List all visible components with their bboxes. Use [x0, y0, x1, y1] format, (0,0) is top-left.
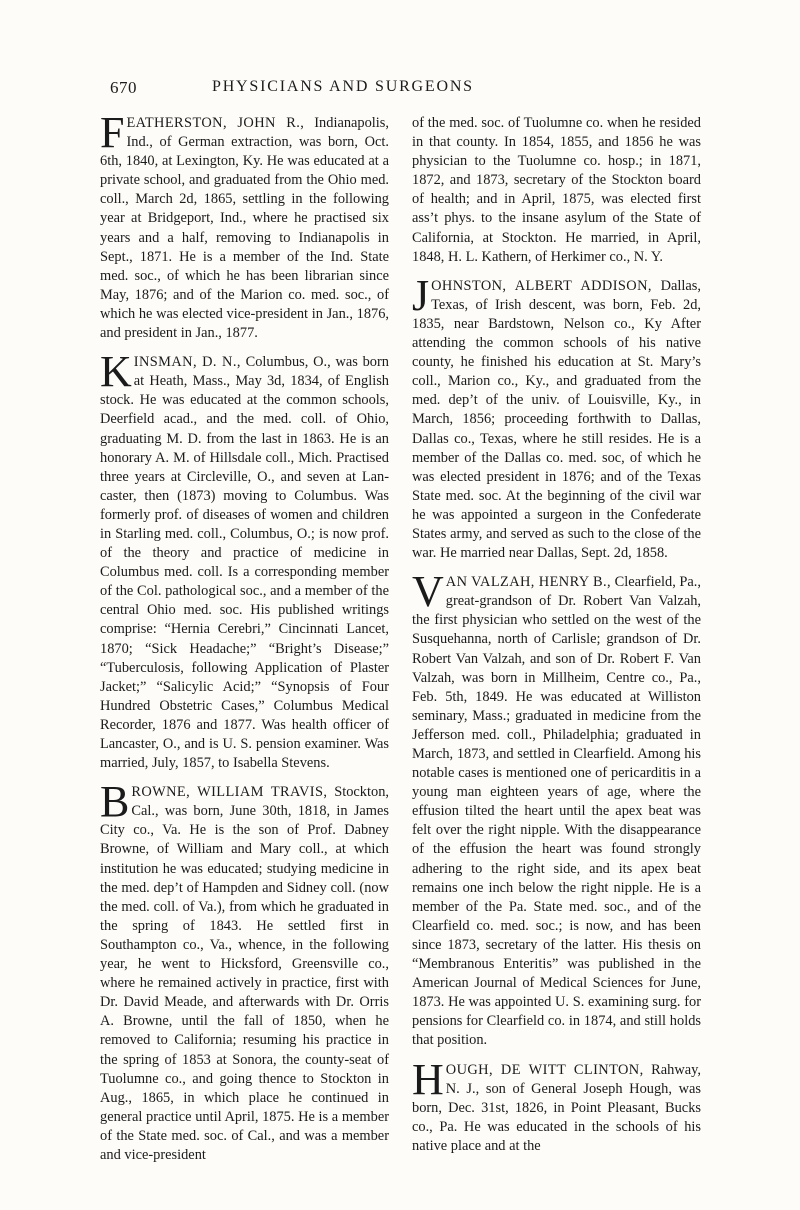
page-header	[110, 78, 580, 104]
entry-johnston	[412, 270, 701, 563]
entry-van-valzah	[412, 567, 701, 1050]
entry-name: ROWNE, WILLIAM TRAVIS,	[131, 784, 328, 801]
entry-name: OHNSTON, ALBERT ADDISON,	[431, 277, 652, 294]
entry-name: AN VALZAH, HENRY B.,	[445, 574, 612, 591]
left-column	[100, 108, 389, 1175]
drop-cap: H	[412, 1054, 444, 1104]
entry-kinsman	[100, 347, 389, 773]
entry-continuation	[412, 114, 701, 267]
entry-paragraph	[100, 777, 389, 1165]
drop-cap: F	[100, 108, 125, 157]
entry-name: EATHERSTON, JOHN R.,	[126, 115, 305, 131]
entry-paragraph	[412, 270, 701, 563]
entry-text: Dallas, Texas, of Irish descent, was born, Feb. 2d, 1835, near Bardstown, Nelson co., Ky After attending the common schools of his native county, he finished his education at St. Mary’s coll., Marion co., Ky., and graduated from the med. dep’t of the univ. of Louisville, Ky., in March, 1856; proceeding forthwith to Dallas, Dallas co., Texas, where he still resides. He is a member of the Dallas co. med. soc, of which he was elected president in 1876; and of the Texas State med. soc. At the beginning of the civil war he was appointed a surgeon in the Confederate States army, and served as such to the close of the war. He married near Dallas, Sept. 2d, 1858.	[412, 277, 701, 562]
right-column	[412, 114, 701, 1166]
entry-text: Stockton, Cal., was born, June 30th, 1818, in James City co., Va. He is the son of Prof. Dabney Browne, of William and Mary coll., at which institution he was educated; studying medicine in the med. dep’t of Hampden and Sidney coll. (now the med. coll. of Va.), from which he graduated in the spring of 1843. He settled first in Southampton co., Va., whence, in the following year, he went to Hicksford, Greensville co., where he remained actively in practice, first with Dr. David Meade, and afterwards with Dr. Orris A. Browne, until the fall of 1850, when he removed to California; resuming his practice in the spring of 1853 at Sonora, the county-seat of Tuolumne co., and going thence to Stockton in Aug., 1865, in which place he continued in general practice until April, 1875. He is a member of the State med. soc. of Cal., and was a member and vice-president	[100, 784, 389, 1163]
entry-featherston	[100, 108, 389, 343]
entry-paragraph	[100, 347, 389, 773]
drop-cap: V	[412, 567, 444, 617]
entry-text: Indianapolis, Ind., of German extraction, was born, Oct. 6th, 1840, at Lexington, Ky. He was educated at a private school, and graduated from the Ohio med. coll., March 2d, 1865, settling in the following year at Bridgeport, Ind., where he practised six years and a half, removing to Indianapolis in Sept., 1871. He is a member of the Ind. State med. soc., of which he has been librarian since May, 1876; and of the Marion co. med. soc., of which he was elected vice-president in Jan., 1876, and president in Jan., 1877.	[100, 115, 389, 342]
drop-cap: J	[412, 270, 430, 320]
entry-paragraph	[412, 567, 701, 1050]
continuation-text: of the med. soc. of Tuolumne co. when he resided in that county. In 1854, 1855, and 1856 he was physician to the Tuolumne co. hosp.; in 1871, 1872, and 1873, secretary of the Stockton board of health; and in April, 1875, was elected first ass’t phys. to the insane asylum of the State of California, at Stockton. He married, in April, 1848, H. L. Kathern, of Herkimer co., N. Y.	[412, 115, 701, 265]
entry-text: Rahway, N. J., son of General Joseph Hough, was born, Dec. 31st, 1826, in Point Pleasant, Bucks co., Pa. He was educated in the schools of his native place and at the	[412, 1061, 701, 1154]
drop-cap: B	[100, 777, 130, 827]
entry-paragraph	[412, 1054, 701, 1156]
entry-text: Columbus, O., was born at Heath, Mass., May 3d, 1834, of English stock. He was educated at the common schools, Deerfield acad., and the med. coll. of Ohio, graduating M. D. from the last in 1863. He is an honorary A. M. of Hillsdale coll., Mich. Practised three years at Circleville, O., and seven at Lancaster, then (1873) moving to Columbus. Was formerly prof. of diseases of women and children in Starling med. coll., Columbus, O.; is now prof. of the theory and practice of medicine in Columbus med. coll. Is a corresponding member of the Col. pathological soc., and a member of the central Ohio med. soc. His published writings comprise: “Hernia Cerebri,” Cincinnati Lancet, 1870; “Sick Headache;” “Bright’s Disease;” “Tuberculosis, following Application of Plaster Jacket;” “Salicylic Acid;” “Synopsis of Four Hundred Obstetric Cases,” Columbus Medical Recorder, 1876 and 1877. Was health officer of Lancaster, O., and is U. S. pension examiner. Was married, July, 1857, to Isabella Stevens.	[100, 354, 389, 772]
running-head: PHYSICIANS AND SURGEONS	[212, 78, 474, 95]
entry-hough	[412, 1054, 701, 1156]
entry-name: OUGH, DE WITT CLINTON,	[445, 1061, 644, 1078]
entry-text: Clearfield, Pa., great-grandson of Dr. Robert Van Valzah, the first physician who settled on the west of the Susquehanna, north of Carlisle; grandson of Dr. Robert Van Valzah, and son of Dr. Robert F. Van Valzah, was born in Millheim, Centre co., Pa., Feb. 5th, 1849. He was educated at Williston seminary, Mass.; graduated in medicine from the Jefferson med. coll., Philadelphia; graduated in March, 1873, and settled in Clearfield. Among his notable cases is mentioned one of pericarditis in a young man eighteen years of age, where the effusion tilted the heart until the apex beat was felt over the right nipple. With the disappearance of the effusion the heart was found strongly adhering to the right side, and its apex beat remains one inch below the right nipple. He is a member of the Pa. State med. soc., and of the Clearfield co. med. soc.; is now, and has been since 1873, secretary of the latter. His thesis on “Membranous Enteritis” was published in the American Journal of Medical Sciences for June, 1873. He was appointed U. S. examining surg. for pensions for Clearfield co. in 1874, and still holds that position.	[412, 574, 701, 1049]
page-number: 670	[110, 78, 137, 97]
entry-paragraph	[100, 108, 389, 343]
drop-cap: K	[100, 347, 132, 397]
entry-browne	[100, 777, 389, 1165]
entry-name: INSMAN, D. N.,	[133, 354, 241, 371]
